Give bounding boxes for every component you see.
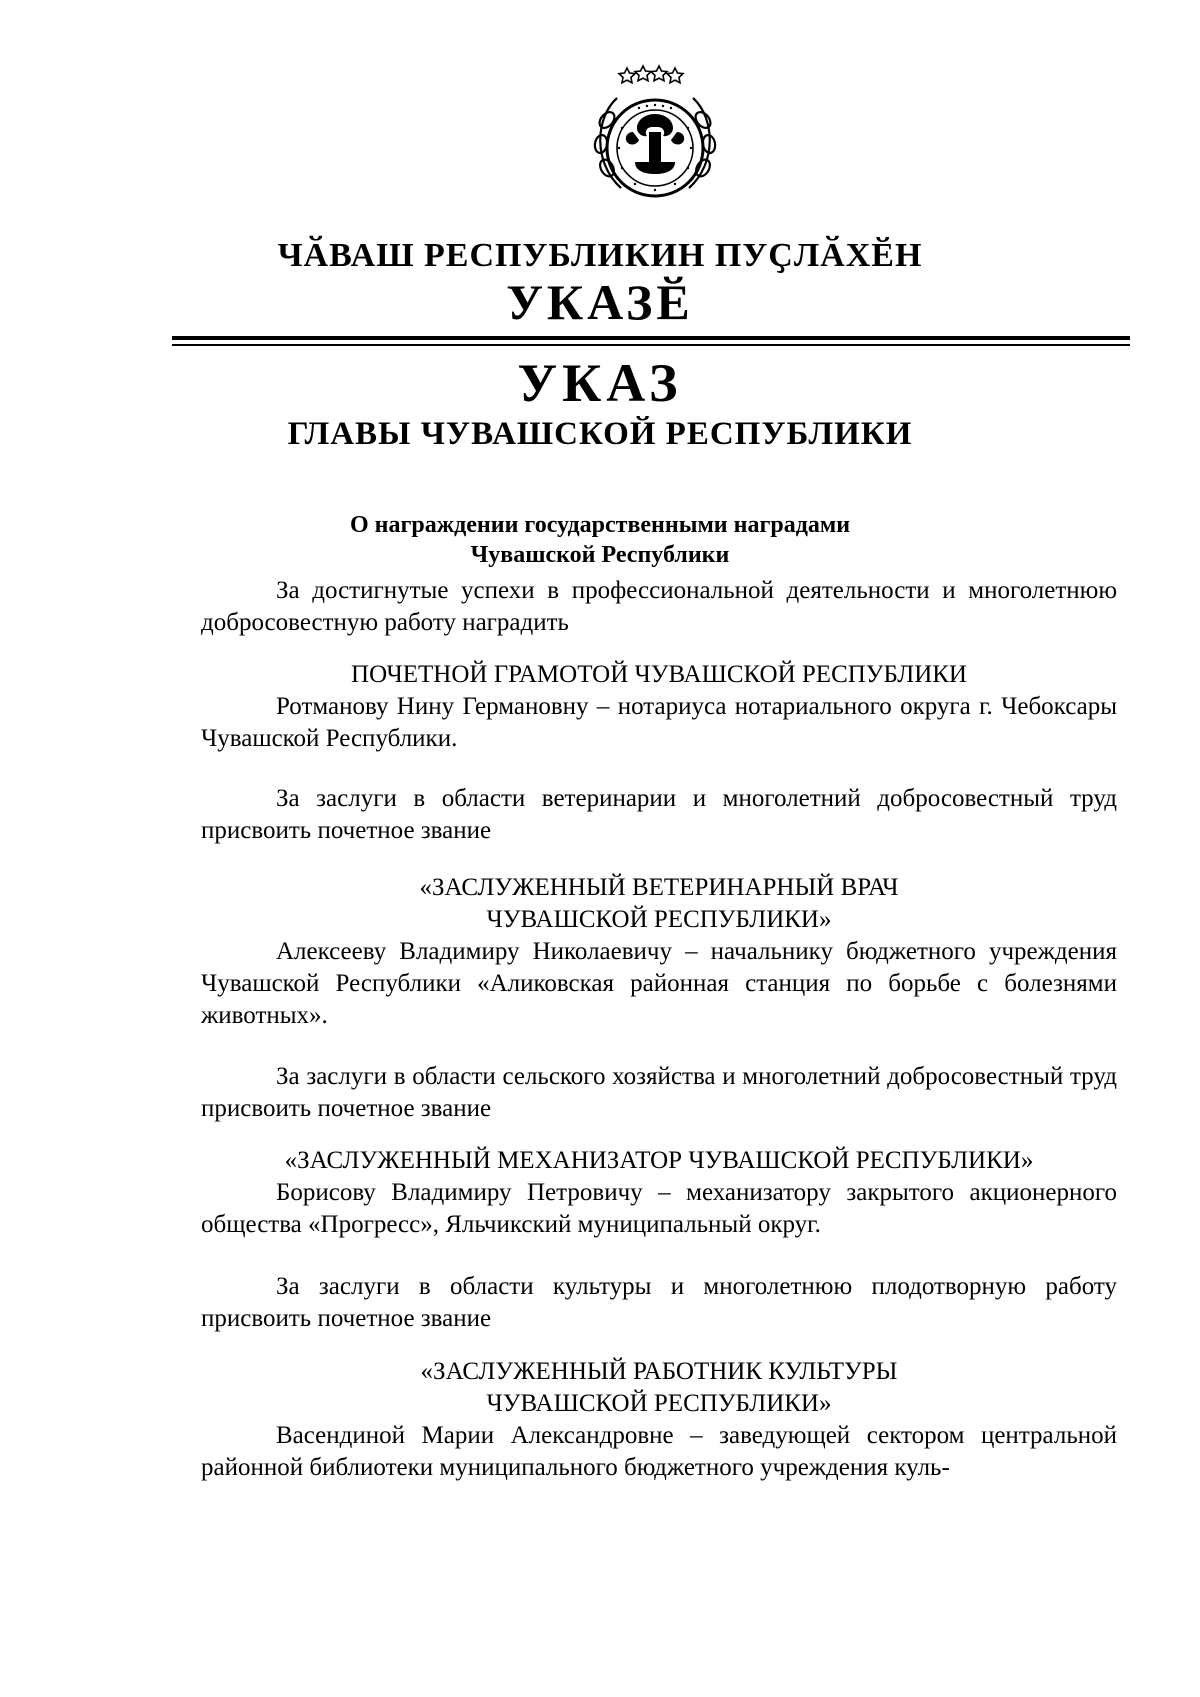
section-3-intro: За заслуги в области сельского хозяйства и многолетний добросовестный труд присвоить почетное звание [201, 1063, 1117, 1122]
section-1-award-line1: ПОЧЕТНОЙ ГРАМОТОЙ ЧУВАШСКОЙ РЕСПУБЛИКИ [351, 661, 967, 688]
section-2-award-line2: ЧУВАШСКОЙ РЕСПУБЛИКИ» [486, 906, 832, 933]
header-divider-thin [172, 344, 1130, 346]
section-4-award-line1: «ЗАСЛУЖЕННЫЙ РАБОТНИК КУЛЬТУРЫ [420, 1358, 898, 1385]
subject-line1: О награждении государственными наградами [349, 512, 851, 538]
header-divider-thick [172, 336, 1130, 340]
section-3-recipient: Борисову Владимиру Петровичу – механизатору закрытого акционерного общества «Прогресс», Яльчикский муниципальный округ. [201, 1179, 1117, 1238]
section-2-intro: За заслуги в области ветеринарии и многолетний добросовестный труд присвоить почетное звание [201, 785, 1117, 844]
russian-title-line2: ГЛАВЫ ЧУВАШСКОЙ РЕСПУБЛИКИ [287, 416, 913, 452]
section-3-award-line1: «ЗАСЛУЖЕННЫЙ МЕХАНИЗАТОР ЧУВАШСКОЙ РЕСПУБЛИКИ» [284, 1147, 1034, 1174]
section-1-recipient: Ротманову Нину Германовну – нотариуса нотариального округа г. Чебоксары Чувашской Республики. [201, 693, 1117, 752]
section-4-intro: За заслуги в области культуры и многолетнюю плодотворную работу присвоить почетное звание [201, 1273, 1117, 1332]
chuvash-title-line2: УКАЗӖ [506, 274, 694, 330]
coat-of-arms-icon [577, 58, 733, 214]
section-2-recipient: Алексееву Владимиру Николаевичу – начальнику бюджетного учреждения Чувашской Республики «Аликовская районная станция по борьбе с болезнями животных». [201, 938, 1117, 1029]
section-2-award-line1: «ЗАСЛУЖЕННЫЙ ВЕТЕРИНАРНЫЙ ВРАЧ [419, 874, 899, 901]
section-1-intro: За достигнутые успехи в профессиональной деятельности и многолетнюю добросовестную работу наградить [201, 577, 1117, 636]
chuvash-title-line1: ЧӐВАШ РЕСПУБЛИКИН ПУҪЛӐХӖН [277, 237, 923, 274]
russian-title-line1: УКАЗ [517, 353, 683, 413]
subject-line2: Чувашской Республики [470, 542, 730, 568]
section-4-award-line2: ЧУВАШСКОЙ РЕСПУБЛИКИ» [486, 1390, 832, 1417]
section-4-recipient: Васендиной Марии Александровне – заведующей сектором центральной районной библиотеки муниципального бюджетного учреждения куль- [201, 1422, 1117, 1481]
